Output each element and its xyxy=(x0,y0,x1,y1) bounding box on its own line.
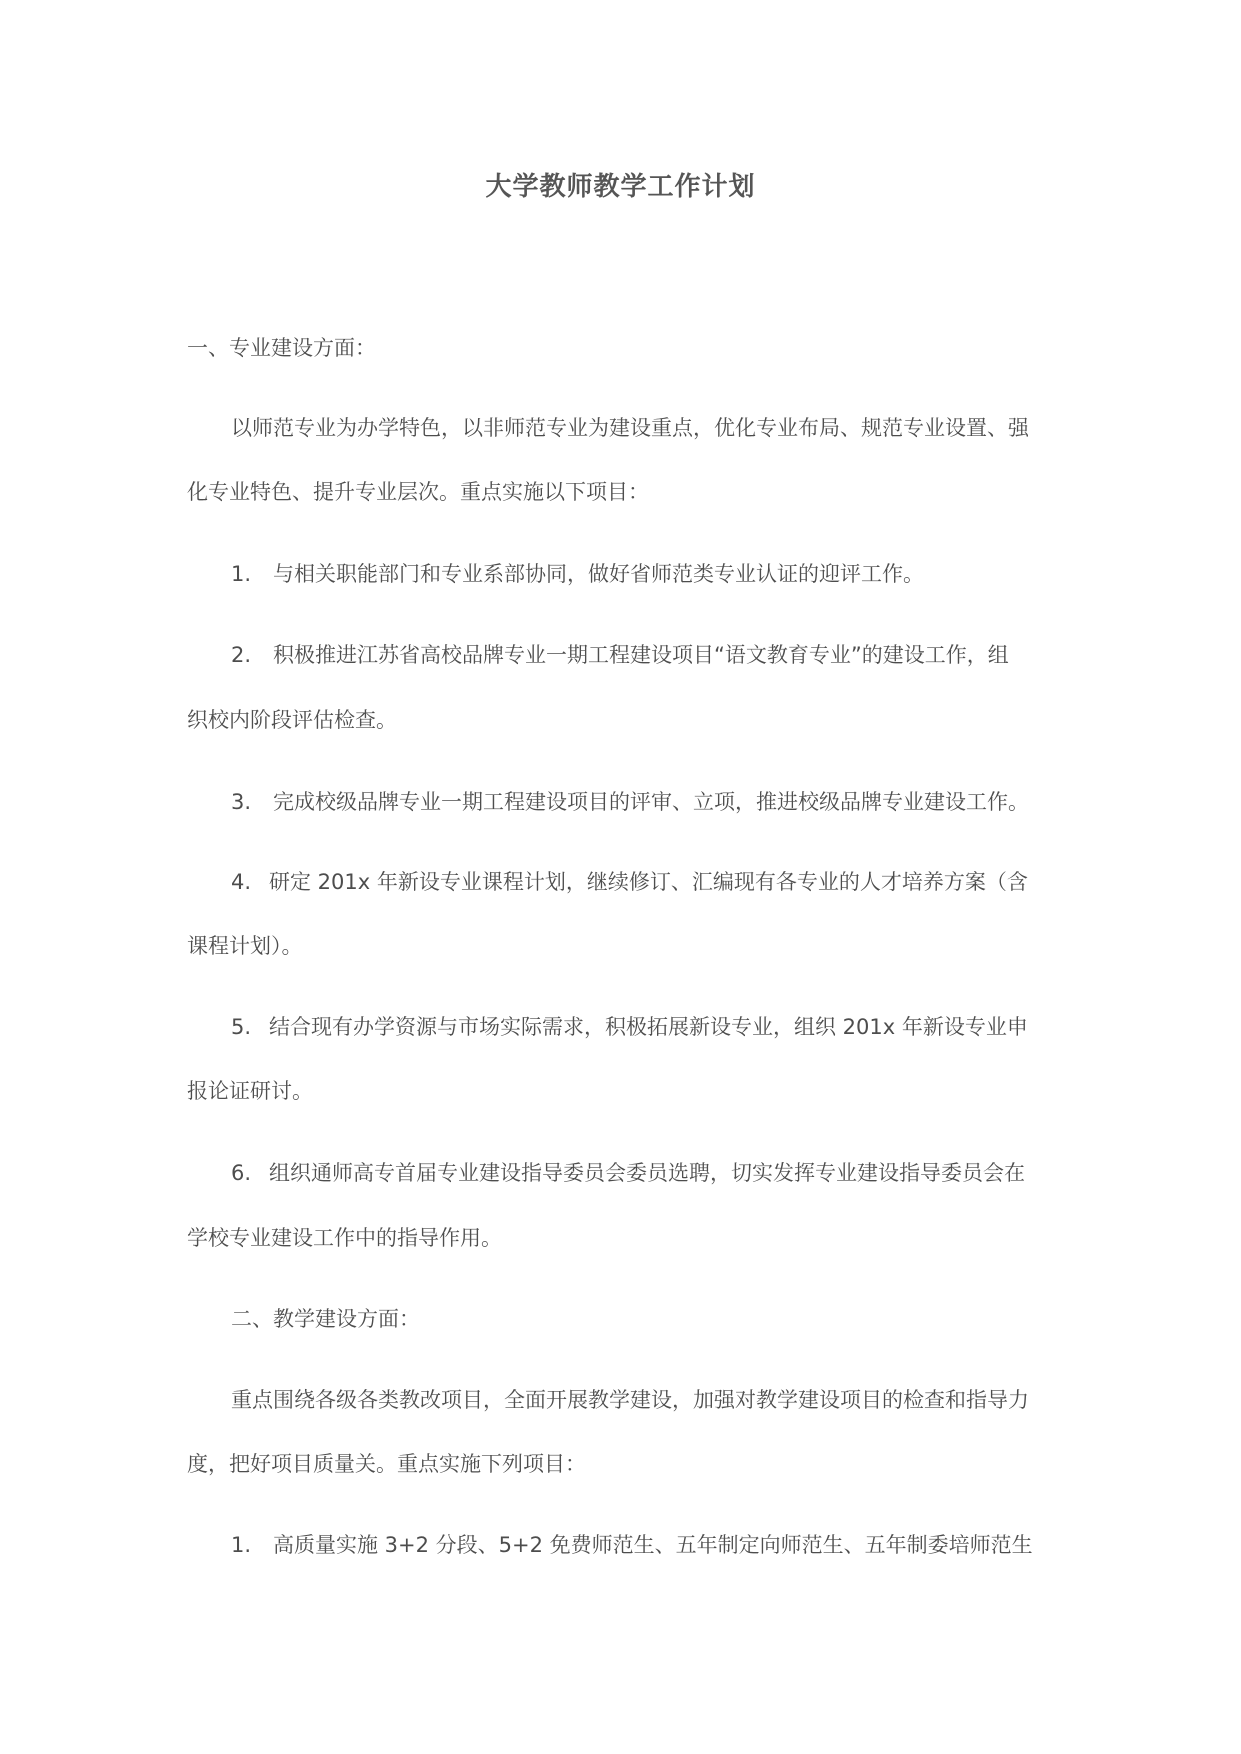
list-item xyxy=(231,1159,1025,1187)
item-number: 1. xyxy=(231,1533,252,1557)
document-title: 大学教师教学工作计划 xyxy=(485,172,756,202)
item-text: 组织通师高专首届专业建设指导委员会委员选聘，切实发挥专业建设指导委员会在 xyxy=(269,1161,1025,1185)
list-item xyxy=(231,560,924,588)
list-item xyxy=(231,788,1029,816)
item-text: 高质量实施 3+2 分段、5+2 免费师范生、五年制定向师范生、五年制委培师范生 xyxy=(273,1533,1033,1557)
item-text-continued: 织校内阶段评估检查。 xyxy=(187,708,397,732)
list-item xyxy=(231,868,1028,896)
item-text-continued: 报论证研讨。 xyxy=(187,1079,313,1103)
item-text-continued: 课程计划）。 xyxy=(187,934,303,958)
item-text: 与相关职能部门和专业系部协同，做好省师范类专业认证的迎评工作。 xyxy=(273,562,924,586)
list-item xyxy=(231,641,1009,669)
section2-heading: 二、教学建设方面： xyxy=(231,1307,420,1331)
item-text-continued: 学校专业建设工作中的指导作用。 xyxy=(187,1226,502,1250)
item-number: 1. xyxy=(231,562,252,586)
item-number: 6. xyxy=(231,1161,252,1185)
item-number: 5. xyxy=(231,1015,252,1039)
item-text: 研定 201x 年新设专业课程计划，继续修订、汇编现有各专业的人才培养方案（含 xyxy=(269,870,1028,894)
item-text: 积极推进江苏省高校品牌专业一期工程建设项目“语文教育专业”的建设工作，组 xyxy=(273,643,1009,667)
section1-intro-line1: 以师范专业为办学特色，以非师范专业为建设重点，优化专业布局、规范专业设置、强 xyxy=(231,416,1029,440)
item-text: 结合现有办学资源与市场实际需求，积极拓展新设专业，组织 201x 年新设专业申 xyxy=(269,1015,1028,1039)
list-item xyxy=(231,1531,1033,1559)
list-item xyxy=(231,1013,1028,1041)
section2-intro-line1: 重点围绕各级各类教改项目，全面开展教学建设，加强对教学建设项目的检查和指导力 xyxy=(231,1388,1029,1412)
section1-heading: 一、专业建设方面： xyxy=(187,336,376,360)
section1-intro-line2: 化专业特色、提升专业层次。重点实施以下项目： xyxy=(187,480,649,504)
item-number: 3. xyxy=(231,790,252,814)
item-number: 4. xyxy=(231,870,252,894)
section2-intro-line2: 度，把好项目质量关。重点实施下列项目： xyxy=(187,1452,586,1476)
item-text: 完成校级品牌专业一期工程建设项目的评审、立项，推进校级品牌专业建设工作。 xyxy=(273,790,1029,814)
item-number: 2. xyxy=(231,643,252,667)
